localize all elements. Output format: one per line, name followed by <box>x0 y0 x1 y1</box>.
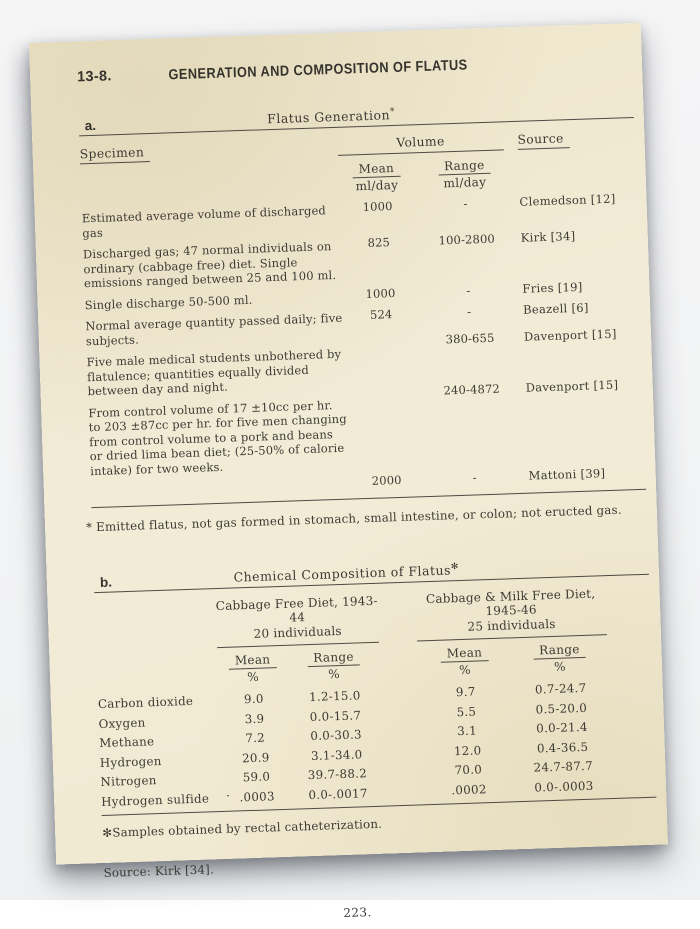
mean-cell <box>348 384 422 459</box>
table-b-title-text: Chemical Composition of Flatus <box>233 562 452 585</box>
mean2-cell: 12.0 <box>453 743 482 759</box>
group2-line1: Cabbage & Milk Free Diet, 1945-46 <box>425 586 596 619</box>
page-content <box>29 23 670 929</box>
page-title: GENERATION AND COMPOSITION OF FLATUS <box>168 57 468 84</box>
range-label: Range <box>438 158 491 176</box>
range1-cell: 39.7-88.2 <box>307 766 368 783</box>
range2-cell: 0.5-20.0 <box>535 700 588 717</box>
range2-cell: 0.0-21.4 <box>536 720 588 736</box>
source-cell: Mattoni [39] <box>528 466 606 483</box>
range1-cell: 3.1-34.0 <box>310 747 363 763</box>
substance-cell: Methane <box>99 734 155 751</box>
substance-cell: Nitrogen <box>100 773 157 790</box>
subheader-range-1 <box>287 649 380 683</box>
group2-line2: 25 individuals <box>467 616 556 634</box>
volume-label: Volume <box>337 132 504 155</box>
range-label: Range <box>533 642 586 660</box>
range2-cell: 24.7-87.7 <box>533 759 594 775</box>
range-label: Range <box>307 650 360 668</box>
specimen-cell: Discharged gas; 47 normal individuals on ordinary (cabbage free) diet. Single emissions ranged between 25 and 100 ml. <box>82 239 337 291</box>
specimen-cell: Single discharge 50-500 ml. <box>84 292 253 312</box>
range-unit-label: ml/day <box>443 175 487 191</box>
mean2-cell: 3.1 <box>456 723 478 739</box>
subheader-mean-1 <box>217 652 288 685</box>
source-cell: Clemedson [12] <box>519 191 616 209</box>
mean-cell: 524 <box>369 307 393 322</box>
source-cell: Kirk [34] <box>520 229 576 245</box>
range-cell: 100-2800 <box>438 231 496 248</box>
specimen-cell: From control volume of 17 ±10cc per hr. to 203 ±87cc per hr. for five men changing from control volume to a pork and beans or dried lima bean diet; (25-50% of calorie intake) for two weeks. <box>88 397 347 478</box>
mean1-cell: 20.9 <box>241 750 270 766</box>
table-row <box>88 377 645 478</box>
group1-line2: 20 individuals <box>253 623 342 641</box>
table-a-title-text: Flatus Generation <box>266 107 391 127</box>
table-a-title-footnote-mark: * <box>389 106 396 118</box>
source-note: Source: Kirk [34]. <box>103 862 215 880</box>
table-a-label-row <box>78 99 633 133</box>
range1-cell: 0.0-15.7 <box>309 708 362 724</box>
mean-cell: 2000 <box>371 473 402 489</box>
page-number: 223. <box>343 904 372 920</box>
scanned-page <box>29 23 668 920</box>
table-b-title-footnote-mark: ✻ <box>450 561 460 572</box>
percent-label: % <box>553 659 567 675</box>
specimen-cell: Estimated average volume of discharged gas <box>81 203 327 240</box>
mean-cell: 825 <box>367 235 391 251</box>
source-cell: Fries [19] <box>522 279 583 296</box>
mean-cell <box>346 333 419 379</box>
mean-label: Mean <box>352 161 400 179</box>
subheader-mean <box>340 161 413 194</box>
mean1-cell: 59.0 <box>242 769 271 785</box>
source-cell: Davenport [15] <box>523 326 617 344</box>
range-cell: - <box>466 283 471 298</box>
specimen-cell <box>91 477 351 500</box>
mean-cell: 1000 <box>365 285 396 301</box>
table-b-title <box>94 555 649 589</box>
mean1-cell <box>222 789 292 805</box>
range-cell: 240-4872 <box>443 381 501 398</box>
table-b-footnote: ✻Samples obtained by rectal catheterization. <box>101 816 383 840</box>
specimen-label: Specimen <box>79 145 150 164</box>
mean-cell: 1000 <box>362 199 393 215</box>
subheader-mean-2 <box>417 645 512 679</box>
page-title-wrap <box>77 49 632 86</box>
mean2-cell: 9.7 <box>455 684 476 700</box>
mean2-cell: 70.0 <box>454 762 483 778</box>
range2-cell: 0.7-24.7 <box>534 681 587 697</box>
table-a-footnote: * Emitted flatus, not gas formed in stomach, small intestine, or colon; not eructed gas. <box>85 502 622 535</box>
table-a-label: a. <box>84 117 97 134</box>
mean1-cell: 9.0 <box>243 691 264 707</box>
col-header-specimen <box>79 139 339 165</box>
table-b <box>94 555 659 879</box>
range-cell: 380-655 <box>445 330 495 347</box>
substance-cell: Oxygen <box>98 715 146 731</box>
source-label: Source <box>517 131 570 150</box>
substance-cell: Hydrogen sulfide <box>100 791 210 809</box>
stray-print-mark: · <box>225 788 231 803</box>
table-b-label: b. <box>99 574 113 590</box>
range2-cell: 0.0-.0003 <box>534 778 594 795</box>
mean1-cell: 7.2 <box>245 730 266 746</box>
document-header <box>77 49 632 89</box>
specimen-cell: Normal average quantity passed daily; five subjects. <box>85 310 343 348</box>
mean-label: Mean <box>229 652 277 670</box>
range1-cell: 0.0-30.3 <box>310 727 363 744</box>
table-a-title <box>78 99 633 133</box>
group-header-cabbage-milk-free <box>415 586 607 642</box>
subheader-range <box>412 157 517 191</box>
range1-cell: 0.0-.0017 <box>308 786 368 802</box>
mean2-cell: .0002 <box>451 782 487 798</box>
range-cell: - <box>466 304 472 319</box>
group-header-cabbage-free <box>216 594 380 649</box>
mean1-cell: 3.9 <box>244 711 265 727</box>
source-cell: Davenport [15] <box>525 377 619 395</box>
mean1-value: .0003 <box>239 789 275 805</box>
substance-cell: Hydrogen <box>99 753 162 770</box>
percent-label: % <box>458 663 472 678</box>
source-cell: Beazell [6] <box>522 300 589 317</box>
substance-cell: Carbon dioxide <box>97 694 194 712</box>
percent-label: % <box>328 667 341 682</box>
subheader-range-2 <box>511 641 608 675</box>
mean-label: Mean <box>441 645 489 663</box>
group1-line1: Cabbage Free Diet, 1943-44 <box>215 593 378 625</box>
col-header-source <box>515 129 634 150</box>
range-cell: - <box>463 196 468 211</box>
mean-unit-label: ml/day <box>355 177 399 194</box>
range2-cell: 0.4-36.5 <box>536 739 589 756</box>
section-number: 13-8. <box>76 68 112 86</box>
specimen-cell: Five male medical students unbothered by flatulence; quantities equally divided between day and night. <box>86 346 342 399</box>
range-cell: - <box>472 470 477 485</box>
range1-cell: 1.2-15.0 <box>308 688 361 705</box>
col-header-volume <box>339 132 516 156</box>
percent-label: % <box>247 670 260 685</box>
table-b-label-row <box>94 555 649 589</box>
table-a <box>78 99 647 534</box>
mean2-cell: 5.5 <box>456 704 477 720</box>
